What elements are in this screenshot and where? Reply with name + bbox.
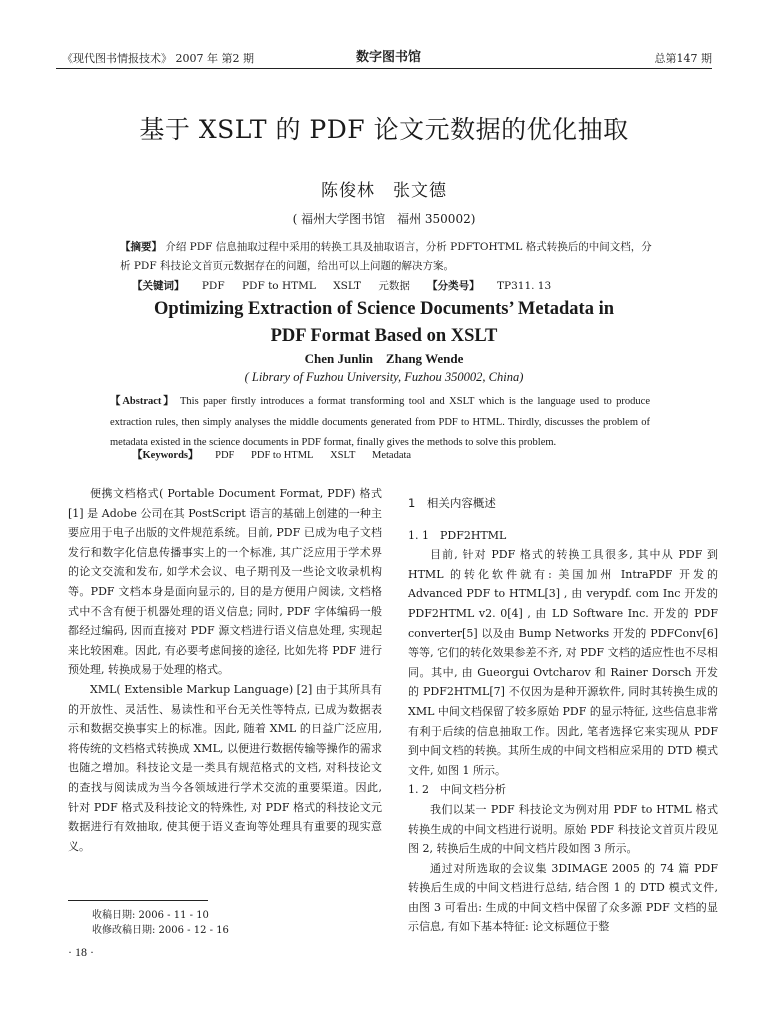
page-number: · 18 · [68, 945, 94, 959]
keywords-chinese [132, 278, 654, 293]
subsection-heading: 1. 1 PDF2HTML [408, 528, 507, 542]
keyword-en: PDF [215, 450, 235, 461]
keywords-label: 【关键词】 [132, 280, 185, 292]
keyword: XSLT [333, 280, 361, 292]
keyword: PDF [201, 280, 225, 292]
abstract-en-label: 【Abstract】 [110, 396, 176, 407]
authors-english: Chen Junlin Zhang Wende [304, 351, 464, 366]
keyword-en: Metadata [372, 450, 412, 461]
title-english-line2: PDF Format Based on XSLT [270, 326, 498, 346]
keyword: 元数据 [378, 280, 410, 292]
body-paragraph: 便携文档格式( Portable Document Format, PDF) 格式[1] 是 Adobe 公司在其 PostScript 语言的基础上创建的一种主要应用于电子出版的文件规范系统。目前, PDF 已成为电子文档发行和数字化信息传播事实上的一个标准, 其广泛应用于学术界的论文交流和发布, 如学术会议、电子期刊及一些论文收录机构等。PDF 文档本身是面向显示的, 目的是方便用户阅读, 文档格式中不含有便于机器处理的语义信息; 同时, PDF 字体编码一般都经过编码, 因而直接对 PDF 源文档进行语义信息处理, 实现起来比较困难。因此, 有必要考虑间接的途径, 比如先将 PDF 进行预处理, 转换成易于处理的格式。 [68, 487, 382, 677]
running-head [56, 46, 712, 66]
body-left-column [68, 484, 382, 856]
keyword-en: PDF to HTML [251, 450, 314, 461]
keyword: PDF to HTML [241, 280, 316, 292]
keywords-english [132, 447, 650, 462]
received-date: 收稿日期: 2006 - 11 - 10 [92, 910, 209, 921]
class-number-label: 【分类号】 [427, 280, 480, 292]
body-paragraph: 通过对所选取的会议集 3DIMAGE 2005 的 74 篇 PDF 转换后生成的中间文档进行总结, 结合图 1 的 DTD 模式文件, 由图 3 可看出: 生成的中间文档中保留了众多源 PDF 文档的显示信息, 有如下基本特征: 论文标题位于整 [408, 861, 718, 934]
body-paragraph: 目前, 针对 PDF 格式的转换工具很多, 其中从 PDF 到 HTML 的转化软件就有: 美国加州 IntraPDF 开发的 Advanced PDF to HTML[3] , 由 verypdf. com Inc 开发的 PDF2HTML v2. 0[4] , 由 LD Software Inc. 开发的 PDF converter[5] 以及由 Bump Networks 开发的 PDFConv[6] 等等, 它们的转化效果参差不齐, 对 PDF 文档的适应性也不尽相同。其中, 由 Gueorgui Ovtcharov 和 Rainer Dorsch 开发的 PDF2HTML[7] 不仅因为是种开源软件, 同时其转换生成的 XML 中间文档保留了较多原始 PDF 的显示特征, 这些信息非常有利于后续的信息抽取工作。因此, 笔者选择它来实现从 PDF 到中间文档的转换。其所生成的中间文档相应采用的 DTD 模式文件, 如图 1 所示。 [408, 548, 718, 777]
authors-chinese: 陈俊林 张文德 [321, 181, 447, 201]
body-right-column [408, 484, 718, 937]
abstract-english [110, 392, 650, 454]
keywords-en-label: 【Keywords】 [132, 450, 199, 461]
journal-issue: 《现代图书情报技术》 2007 年 第2 期 [62, 52, 254, 65]
title-english [0, 296, 768, 350]
section-name: 数字图书馆 [356, 50, 422, 65]
footnote-rule [68, 900, 208, 901]
title-chinese: 基于 XSLT 的 PDF 论文元数据的优化抽取 [139, 115, 629, 144]
abstract-en-text: This paper firstly introduces a format transforming tool and XSLT which is the language used to produce extraction rules, then simply analyses the middle documents generated from PDF to HTML. Thirdly, discusses the problem of metadata existed in the science documents in PDF format, finally gives the methods to solve this problem. [110, 396, 650, 448]
body-paragraph: 我们以某一 PDF 科技论文为例对用 PDF to HTML 格式转换生成的中间文档进行说明。原始 PDF 科技论文首页片段见图 2, 转换后生成的中间文档片段如图 3 所示。 [408, 802, 718, 856]
revised-date: 收修改稿日期: 2006 - 12 - 16 [92, 925, 229, 936]
keyword-en: XSLT [330, 450, 356, 461]
class-number: TP311. 13 [497, 280, 552, 292]
affiliation-chinese: ( 福州大学图书馆 福州 350002) [292, 212, 476, 226]
affiliation-english: ( Library of Fuzhou University, Fuzhou 350002, China) [244, 370, 524, 384]
title-english-line1: Optimizing Extraction of Science Documents’ Metadata in [153, 299, 615, 319]
abstract-text: 介绍 PDF 信息抽取过程中采用的转换工具及抽取语言，分析 PDFTOHTML 格式转换后的中间文档，分析 PDF 科技论文首页元数据存在的问题，给出可以上问题的解决方案。 [120, 241, 652, 272]
abstract-label: 【摘要】 [120, 241, 162, 253]
subsection-heading: 1. 2 中间文档分析 [408, 783, 506, 797]
body-paragraph: XML( Extensible Markup Language) [2] 由于其所具有的开放性、灵活性、易读性和平台无关性等特点, 已成为数据表示和数据交换事实上的标准。因此, 随着 XML 的日益广泛应用, 将传统的文档格式转换成 XML, 以便进行数据传输等操作的需求也随之增加。科技论文是一类具有规范格式的文档, 对科技论文的查找与阅读成为当今各领域进行学术交流的重要渠道。因此, 针对 PDF 格式及科技论文的特殊性, 对 PDF 格式的科技论文元数据进行有效抽取, 使其便于语义查询等处理具有重要的现实意义。 [68, 682, 382, 853]
footnote [92, 908, 229, 938]
cumulative-issue: 总第147 期 [654, 52, 712, 65]
abstract-chinese [120, 238, 654, 276]
section-heading: 1 相关内容概述 [408, 496, 496, 510]
header-rule [56, 68, 712, 69]
